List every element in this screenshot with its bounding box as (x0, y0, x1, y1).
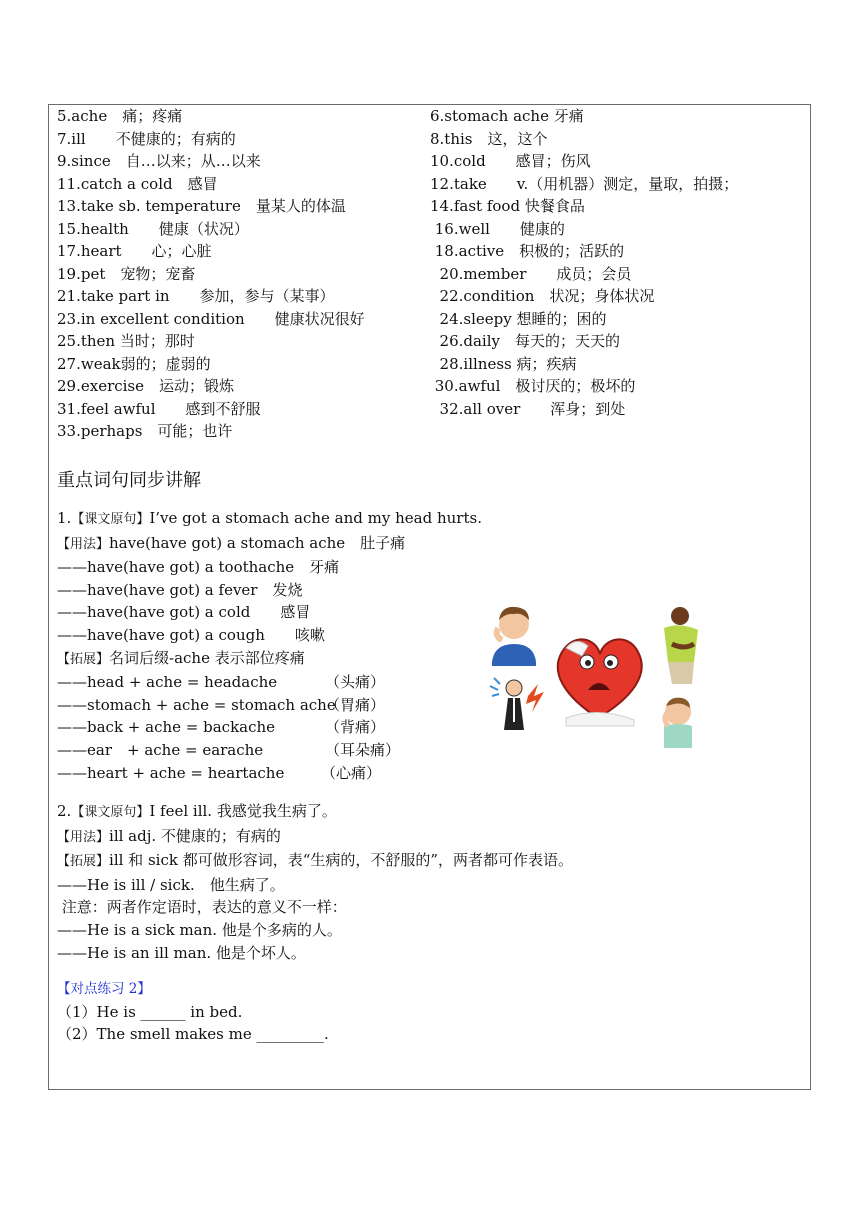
ache-word: ——heart + ache = heartache (57, 763, 285, 782)
vocab-row (57, 128, 802, 150)
vocab-entry: 16.well 健康的 (430, 219, 565, 238)
sick-people-illustration (484, 600, 714, 760)
point2-note: ——He is ill / sick. 他生病了。 (57, 875, 285, 894)
ache-meaning: （头痛） (325, 673, 386, 692)
shouting-man-figure (490, 678, 544, 730)
vocab-entry: 5.ache 痛；疼痛 (57, 107, 183, 125)
earache-boy-figure (664, 698, 692, 748)
vocab-entry: 25.then 当时；那时 (57, 332, 195, 350)
vocab-row (57, 330, 802, 352)
point1-example: ——have(have got) a cold 感冒 (57, 603, 311, 622)
vocab-entry: 26.daily 每天的；天天的 (430, 332, 621, 350)
vocab-entry: 14.fast food 快餐食品 (430, 197, 585, 215)
ache-meaning: （心痛） (321, 763, 382, 782)
point2-source-line (57, 800, 777, 825)
vocab-entry: 12.take v.（用机器）测定，量取，拍摄； (430, 174, 739, 193)
practice-title: 【对点练习 2】 (57, 981, 151, 997)
vocab-row (57, 173, 802, 195)
vocab-entry: 30.awful 极讨厌的；极坏的 (430, 377, 636, 395)
point2-usage-text: ill adj. 不健康的；有病的 (109, 826, 281, 845)
point1-usage-line (57, 532, 777, 557)
vocab-entry: 13.take sb. temperature 量某人的体温 (57, 197, 346, 215)
vocab-row (57, 285, 802, 307)
point1-source-tag: 【课文原句】 (71, 512, 150, 527)
vocab-entry: 8.this 这，这个 (430, 129, 548, 148)
point1-source-line (57, 507, 777, 532)
ache-meaning: （胃痛） (325, 695, 386, 714)
point2-note: ——He is a sick man. 他是个多病的人。 (57, 920, 342, 939)
vocab-entry: 27.weak弱的；虚弱的 (57, 354, 211, 373)
vocab-entry: 18.active 积极的；活跃的 (430, 242, 625, 260)
point1-number: 1. (57, 509, 72, 527)
practice-item: （2）The smell makes me _________. (57, 1025, 329, 1044)
vocab-entry: 17.heart 心；心脏 (57, 242, 212, 260)
ache-meaning: （耳朵痛） (325, 740, 401, 759)
vocab-entry: 7.ill 不健康的；有病的 (57, 129, 236, 148)
vocab-row (57, 398, 802, 420)
vocab-entry: 28.illness 病；疾病 (430, 354, 577, 373)
point-2 (57, 800, 777, 964)
vocab-entry: 23.in excellent condition 健康状况很好 (57, 309, 365, 328)
sick-heart-figure (558, 639, 642, 726)
vocab-entry: 29.exercise 运动；锻炼 (57, 377, 235, 395)
point2-note: 注意：两者作定语时，表达的意义不一样： (57, 898, 347, 917)
point2-ext-tag: 【拓展】 (57, 854, 110, 870)
vocab-row (57, 263, 802, 285)
vocab-entry: 10.cold 感冒；伤风 (430, 152, 591, 170)
point2-source-tag: 【课文原句】 (71, 805, 150, 820)
vocab-row (57, 150, 802, 172)
stomachache-man-figure (664, 607, 698, 684)
vocab-entry: 9.since 自…以来；从…以来 (57, 152, 261, 170)
vocab-entry: 19.pet 宠物；宠畜 (57, 264, 196, 283)
vocab-entry: 20.member 成员；会员 (430, 264, 632, 283)
ache-word: ——ear + ache = earache (57, 740, 264, 759)
vocab-row (57, 218, 802, 240)
point1-ext-text: 名词后缀-ache 表示部位疼痛 (109, 648, 305, 667)
point2-ext-line (57, 849, 777, 874)
vocab-entry: 32.all over 浑身；到处 (430, 399, 626, 418)
practice-item: （1）He is ______ in bed. (57, 1002, 243, 1021)
point2-ext-text: ill 和 sick 都可做形容词，表“生病的，不舒服的”，两者都可作表语。 (109, 851, 574, 870)
point1-ext-tag: 【拓展】 (57, 651, 110, 667)
vocab-entry: 31.feel awful 感到不舒服 (57, 399, 261, 418)
vocab-entry: 11.catch a cold 感冒 (57, 174, 218, 193)
ache-word: ——head + ache = headache (57, 673, 278, 692)
point2-source-text: I feel ill. 我感觉我生病了。 (149, 802, 337, 820)
point2-number: 2. (57, 802, 72, 820)
ache-row (57, 762, 777, 785)
section-title: 重点词句同步讲解 (57, 470, 201, 491)
point1-usage-text: have(have got) a stomach ache 肚子痛 (109, 533, 406, 552)
vocab-row (57, 105, 802, 127)
practice-section (57, 978, 777, 1046)
ache-meaning: （背痛） (325, 718, 386, 737)
vocab-entry: 24.sleepy 想睡的；困的 (430, 309, 607, 328)
vocab-row (57, 195, 802, 217)
ache-word: ——back + ache = backache (57, 718, 276, 737)
point1-example: ——have(have got) a fever 发烧 (57, 580, 303, 599)
vocab-entry: 21.take part in 参加，参与（某事） (57, 287, 335, 305)
point1-source-text: I’ve got a stomach ache and my head hurts. (149, 509, 482, 527)
vocab-entry: 22.condition 状况；身体状况 (430, 287, 655, 305)
ache-word: ——stomach + ache = stomach ache (57, 695, 336, 714)
point1-example: ——have(have got) a cough 咳嗽 (57, 625, 325, 644)
vocab-entry: 15.health 健康（状况） (57, 219, 249, 238)
vocab-row (57, 240, 802, 262)
vocab-entry: 33.perhaps 可能；也许 (57, 422, 233, 440)
point1-usage-tag: 【用法】 (57, 536, 110, 552)
point2-usage-tag: 【用法】 (57, 829, 110, 845)
point1-example: ——have(have got) a toothache 牙痛 (57, 558, 340, 577)
point2-usage-line (57, 825, 777, 850)
vocab-row (57, 308, 802, 330)
vocab-row (57, 420, 802, 442)
point2-note: ——He is an ill man. 他是个坏人。 (57, 943, 306, 962)
vocab-list (57, 105, 802, 443)
vocab-row (57, 353, 802, 375)
vocab-row (57, 375, 802, 397)
headache-person-figure (492, 607, 536, 666)
vocab-entry: 6.stomach ache 牙痛 (430, 107, 584, 125)
